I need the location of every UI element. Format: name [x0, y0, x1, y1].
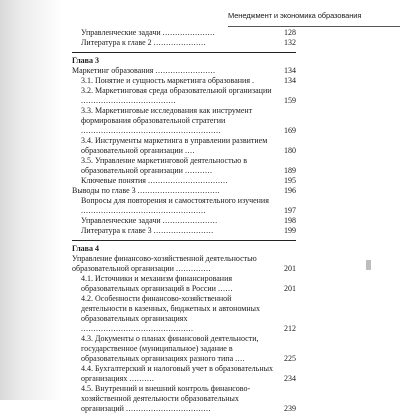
toc-entry-title — [72, 66, 296, 76]
leader-dots: ........................ — [155, 66, 216, 75]
toc-page-number: 196 — [284, 186, 296, 195]
chapter-heading: Глава 3 — [72, 56, 99, 65]
toc-entry-title — [81, 216, 296, 226]
toc-entry[interactable] — [72, 176, 296, 186]
toc-page-number: 201 — [284, 264, 296, 273]
toc-entry[interactable] — [72, 274, 296, 294]
leader-dots: .... — [235, 354, 246, 363]
toc-entry[interactable] — [72, 334, 296, 364]
toc-entry-text: 3.3. Маркетинговые исследования как инструмент формирования образовательной стратегии — [81, 106, 253, 125]
toc-entry-text: Управленческие задачи — [81, 28, 163, 37]
toc-page-number: 134 — [284, 76, 296, 85]
toc-page-number: 159 — [284, 96, 296, 105]
leader-dots: .... — [184, 146, 195, 155]
toc-entry-text: Выводы по главе 3 — [72, 186, 138, 195]
leader-dots: ................................ — [147, 176, 228, 185]
toc-entry-text: Маркетинг образования — [72, 66, 156, 75]
toc-entry-text: Ключевые понятия — [81, 176, 148, 185]
toc-page-number: 195 — [284, 176, 296, 185]
toc-entry-title — [81, 28, 296, 38]
toc-entry[interactable] — [72, 66, 296, 76]
toc-entry-text: 3.2. Маркетинговая среда образовательной организации — [81, 86, 272, 95]
toc-entry-title — [81, 106, 296, 136]
leader-dots: ..................... — [153, 38, 207, 47]
toc-entry[interactable] — [72, 156, 296, 176]
toc-entry[interactable] — [72, 254, 296, 274]
toc-entry-text: 4.5. Внутренний и внешний контроль финансово-хозяйственной деятельности образовательных организаций — [81, 384, 251, 413]
toc-entry-title — [81, 38, 296, 48]
toc-page-number: 225 — [284, 354, 296, 363]
toc-entry-title — [72, 254, 296, 274]
toc-entry-text: 4.2. Особенности финансово-хозяйственной деятельности в казенных, бюджетных и автономных образовательных организациях — [81, 294, 261, 323]
toc-page-number: 169 — [284, 126, 296, 135]
leader-dots: ............................................. — [81, 324, 194, 333]
toc-page-number: 180 — [284, 146, 296, 155]
leader-dots: ...................................... — [81, 96, 176, 105]
toc-page-number: 132 — [284, 38, 296, 47]
toc-entry-text: 3.5. Управление маркетинговой деятельностью в образовательной организации — [81, 156, 247, 175]
table-of-contents — [72, 28, 296, 414]
toc-entry[interactable] — [72, 226, 296, 236]
toc-entry-title — [81, 176, 296, 186]
toc-entry-text: Управление финансово-хозяйственной деятельностью образовательной организации — [72, 254, 257, 273]
leader-dots: . — [252, 76, 255, 85]
leader-dots: .......... — [129, 374, 155, 383]
toc-entry-text: Управленческие задачи — [81, 216, 163, 225]
toc-entry[interactable] — [72, 38, 296, 48]
toc-entry-text: 4.4. Бухгалтерский и налоговый учет в образовательных организациях — [81, 364, 273, 383]
toc-page-number: 201 — [284, 284, 296, 293]
leader-dots: ...... — [217, 284, 233, 293]
toc-entry[interactable] — [72, 186, 296, 196]
toc-page-number: 212 — [284, 324, 296, 333]
toc-entry-text: 4.1. Источники и механизм финансирования образовательных организаций в России — [81, 274, 233, 293]
toc-entry-title — [81, 334, 296, 364]
section-divider — [72, 52, 296, 53]
chapter-heading: Глава 4 — [72, 244, 99, 253]
leader-dots: ........................ — [153, 226, 214, 235]
toc-entry[interactable] — [72, 364, 296, 384]
leader-dots: ........... — [184, 166, 213, 175]
toc-entry-title — [81, 294, 296, 334]
toc-entry-title — [81, 136, 296, 156]
toc-entry-text: 3.4. Инструменты маркетинга в управлении развитием образовательной организации — [81, 136, 268, 155]
toc-page-number: 189 — [284, 166, 296, 175]
toc-entry-title — [81, 76, 296, 86]
toc-entry-title — [81, 364, 296, 384]
toc-entry[interactable] — [72, 86, 296, 106]
running-head-text: Менеджмент и экономика образования — [228, 11, 362, 20]
page-gutter-shadow — [0, 0, 62, 400]
toc-entry-text: Литература к главе 2 — [81, 38, 154, 47]
toc-entry[interactable] — [72, 384, 296, 414]
leader-dots: ..................... — [162, 28, 216, 37]
toc-entry[interactable] — [72, 216, 296, 226]
leader-dots: .............. — [175, 264, 211, 273]
toc-entry-title — [81, 86, 296, 106]
toc-entry-title — [81, 196, 296, 216]
leader-dots: ........................................................ — [81, 126, 221, 135]
toc-page-number: 198 — [284, 216, 296, 225]
section-divider — [72, 240, 296, 241]
toc-page-number: 197 — [284, 206, 296, 215]
toc-entry[interactable] — [72, 76, 296, 86]
toc-page-number: 239 — [284, 404, 296, 413]
leader-dots: ................................. — [137, 186, 221, 195]
toc-entry-title — [72, 186, 296, 196]
toc-entry-text: Литература к главе 3 — [81, 226, 154, 235]
toc-entry-text: Вопросы для повторения и самостоятельного изучения — [81, 196, 269, 205]
toc-page-number: 199 — [284, 226, 296, 235]
leader-dots: ...................... — [162, 216, 218, 225]
toc-entry-title — [81, 226, 296, 236]
toc-entry-title — [81, 384, 296, 414]
toc-entry-text: 3.1. Понятие и сущность маркетинга образования — [81, 76, 253, 85]
toc-page-number: 134 — [284, 66, 296, 75]
toc-entry[interactable] — [72, 106, 296, 136]
running-head — [228, 8, 400, 27]
toc-entry-title — [81, 274, 296, 294]
toc-entry[interactable] — [72, 294, 296, 334]
page-edge-mark — [366, 260, 371, 270]
toc-entry[interactable] — [72, 28, 296, 38]
toc-entry[interactable] — [72, 136, 296, 156]
leader-dots: .................................................. — [81, 206, 206, 215]
toc-page-number: 128 — [284, 28, 296, 37]
leader-dots: .................................. — [125, 404, 211, 413]
toc-entry-title — [81, 156, 296, 176]
toc-entry-text: 4.3. Документы о планах финансовой деятельности, государственное (муниципальное) задание в образовательных организациях разного типа — [81, 334, 259, 363]
toc-entry[interactable] — [72, 196, 296, 216]
toc-page-number: 234 — [284, 374, 296, 383]
